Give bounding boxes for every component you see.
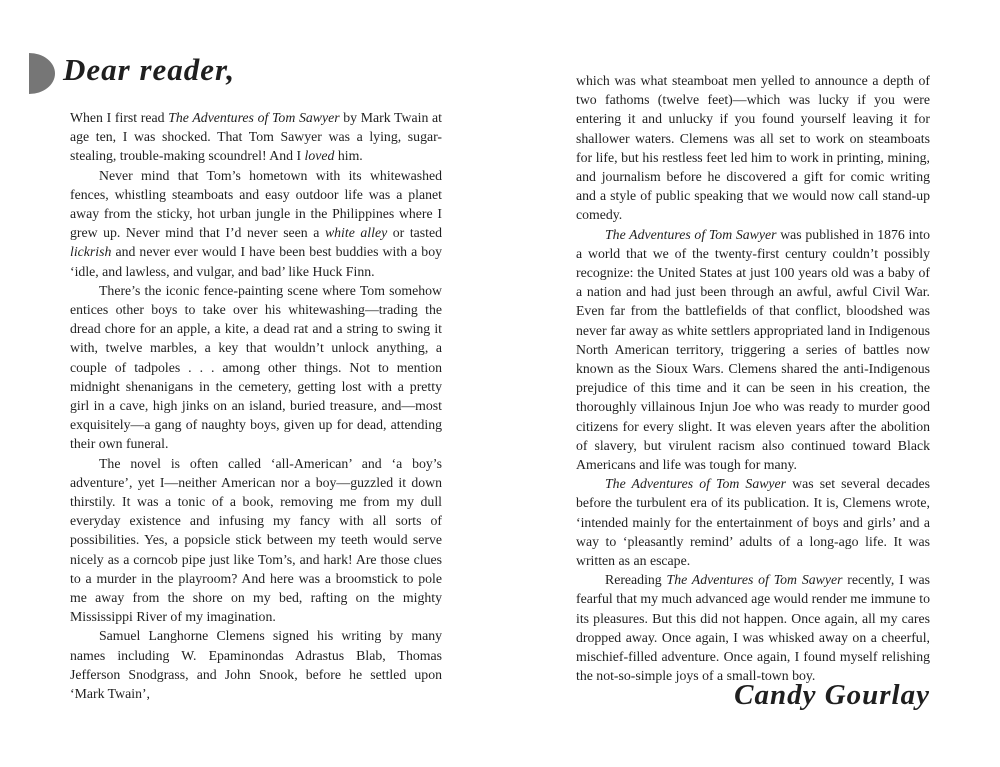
italic-text-run: loved [304, 148, 335, 164]
right-page-text [576, 71, 930, 686]
author-signature: Candy Gourlay [734, 679, 930, 711]
text-run: him. [334, 148, 363, 164]
text-run: Never mind that Tom’s hometown with its whitewashed fences, whistling steamboats and easy outdoor life was a planet away from the sticky, hot urban jungle in the Philippines where I grew up. Never mind that I’d never seen a [70, 167, 442, 241]
text-run: by Mark Twain at age ten, I was shocked. That Tom Sawyer was a lying, sugar-stealing, trouble-making scoundrel! And I [70, 110, 442, 164]
italic-text-run: The Adventures of Tom Sawyer [605, 476, 787, 492]
italic-text-run: lickrish [70, 244, 112, 260]
paragraph [70, 108, 442, 166]
text-run: was published in 1876 into a world that we of the twenty-first century couldn’t possibly recognize: the United States at just 100 years old was a baby of a nation and had just been through an awful, awful Civil War. Even far from the battlefields of that conflict, bloodshed was never far away as white settlers appropriated land in Indigenous North American territory, triggering a series of battles now known as the Sioux Wars. Clemens shared the anti-Indigenous prejudice of this time and it can be seen in his creation, the thoroughly villainous Injun Joe who was ready to murder good citizens for every slight. It was eleven years after the abolition of slavery, but virulent racism also continued toward Black Americans and life was tough for many. [576, 226, 930, 473]
text-run: or tasted [387, 225, 443, 241]
text-run: recently, I was fearful that my much advanced age would render me immune to its pleasures. But this did not happen. Once again, all my cares dropped away. Once again, I was whisked away on a cheerful, mischief-filled adventure. Once again, I found myself relishing the not-so-simple joys of a small-town boy. [576, 572, 930, 684]
text-run: Rereading [605, 572, 667, 588]
salutation: Dear reader, [63, 52, 236, 87]
text-run: When I first read [70, 110, 169, 125]
paragraph [70, 626, 442, 703]
text-run: The novel is often called ‘all-American’ and ‘a boy’s adventure’, yet I—neither American nor a boy—guzzled it down thirstily. It was a tonic of a book, removing me from my dull everyday existence and infusing my fancy with all sorts of possibilities. Yes, a popsicle stick between my teeth would serve nicely as a corncob pipe just like Tom’s, and hark! Are those clues to a murder in the playroom? And here was a broomstick to pole me away from the shore on my bed, rafting on the mighty Mississippi River of my imagination. [70, 455, 442, 625]
paragraph [70, 454, 442, 627]
paragraph [576, 225, 930, 475]
text-run: and never ever would I have been best buddies with a boy ‘idle, and lawless, and vulgar, and bad’ like Huck Finn. [70, 244, 442, 279]
italic-text-run: The Adventures of Tom Sawyer [168, 110, 340, 125]
left-page-text [70, 108, 442, 703]
paragraph [576, 71, 930, 225]
text-run: which was what steamboat men yelled to announce a depth of two fathoms (twelve feet)—which was lucky if you were entering it and unlucky if you found yourself leaving it for shallower waters. Clemens was all set to work on steamboats for life, but his restless feet led him to work in printing, mining, and journalism before he discovered a gift for comic writing and a style of public speaking that we would now call stand-up comedy. [576, 73, 930, 223]
italic-text-run: The Adventures of Tom Sawyer [666, 572, 843, 588]
text-run: Samuel Langhorne Clemens signed his writing by many names including W. Epaminondas Adrastus Blab, Thomas Jefferson Snodgrass, and John Snook, before he settled upon ‘Mark Twain’, [70, 628, 442, 702]
paragraph [70, 166, 442, 281]
text-run: There’s the iconic fence-painting scene where Tom somehow entices other boys to take over his whitewashing—trading the dread chore for an apple, a kite, a dead rat and a string to swing it with, twelve marbles, a key that wouldn’t unlock anything, a couple of tadpoles . . . among other things. Not to mention midnight shenanigans in the cemetery, getting lost with a pretty girl in a cave, high jinks on an island, buried treasure, and—most exquisitely—a gang of naughty boys, given up for dead, attending their own funeral. [70, 282, 442, 452]
paragraph [70, 281, 442, 454]
chapter-tab-marker [29, 53, 55, 94]
italic-text-run: white alley [324, 225, 388, 241]
paragraph [576, 570, 930, 685]
text-run: was set several decades before the turbulent era of its publication. It is, Clemens wrote, ‘intended mainly for the entertainment of boys and girls’ and a way to ‘pleasantly remind’ adults of a long-ago life. It was written as an escape. [576, 476, 930, 569]
italic-text-run: The Adventures of Tom Sawyer [605, 226, 777, 242]
paragraph [576, 474, 930, 570]
